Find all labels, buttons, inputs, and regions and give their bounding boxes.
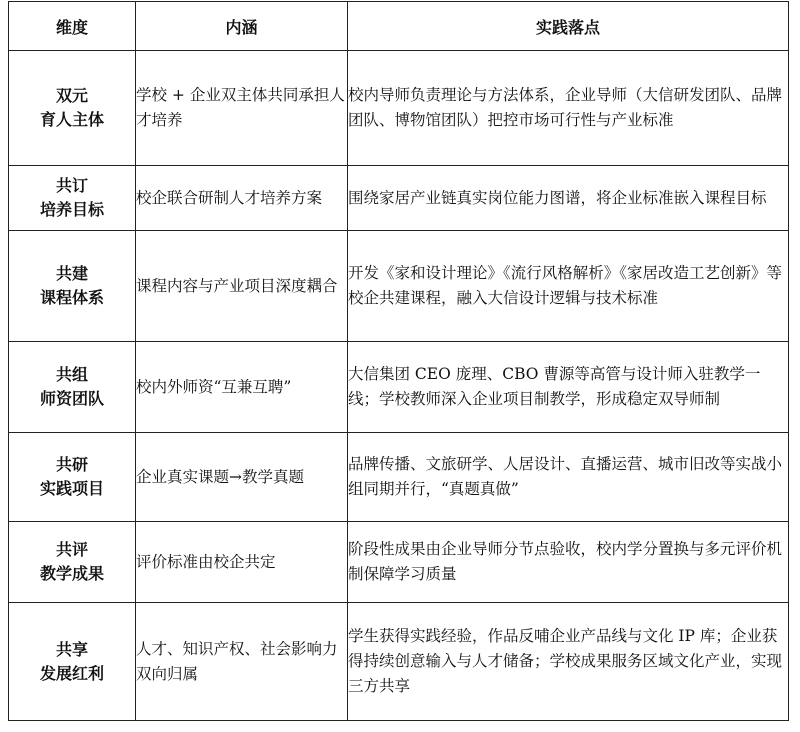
dimension-cell	[9, 433, 136, 522]
table-row	[9, 231, 789, 342]
dimension-line: 培养目标	[39, 200, 104, 219]
table-row	[9, 51, 789, 166]
practice-cell: 阶段性成果由企业导师分节点验收，校内学分置换与多元评价机制保障学习质量	[348, 522, 789, 603]
meaning-cell: 企业真实课题→教学真题	[136, 433, 348, 522]
dimension-cell	[9, 342, 136, 433]
dimension-line: 共建	[55, 264, 88, 283]
table-row	[9, 342, 789, 433]
dimension-line: 课程体系	[39, 288, 104, 307]
meaning-cell: 学校 + 企业双主体共同承担人才培养	[136, 51, 348, 166]
header-dimension: 维度	[9, 2, 136, 51]
meaning-cell: 课程内容与产业项目深度耦合	[136, 231, 348, 342]
dimension-line: 共订	[55, 176, 88, 195]
practice-cell: 围绕家居产业链真实岗位能力图谱，将企业标准嵌入课程目标	[348, 166, 789, 231]
header-practice: 实践落点	[348, 2, 789, 51]
practice-cell: 大信集团 CEO 庞理、CBO 曹源等高管与设计师入驻教学一线；学校教师深入企业项目制教学，形成稳定双导师制	[348, 342, 789, 433]
practice-cell: 品牌传播、文旅研学、人居设计、直播运营、城市旧改等实战小组同期并行，“真题真做”	[348, 433, 789, 522]
practice-cell: 校内导师负责理论与方法体系，企业导师（大信研发团队、品牌团队、博物馆团队）把控市场可行性与产业标准	[348, 51, 789, 166]
dimension-cell	[9, 522, 136, 603]
table-row	[9, 522, 789, 603]
header-row	[9, 2, 789, 51]
meaning-cell: 校企联合研制人才培养方案	[136, 166, 348, 231]
dimension-line: 教学成果	[39, 564, 104, 583]
dimension-line: 双元	[55, 86, 88, 105]
dimension-line: 实践项目	[39, 479, 104, 498]
practice-cell: 学生获得实践经验，作品反哺企业产品线与文化 IP 库；企业获得持续创意输入与人才储备；学校成果服务区域文化产业，实现三方共享	[348, 603, 789, 721]
table-row	[9, 603, 789, 721]
table-row	[9, 166, 789, 231]
dimension-line: 育人主体	[39, 110, 104, 129]
table-row	[9, 433, 789, 522]
practice-cell: 开发《家和设计理论》《流行风格解析》《家居改造工艺创新》等校企共建课程，融入大信设计逻辑与技术标准	[348, 231, 789, 342]
dimension-cell	[9, 603, 136, 721]
dimension-line: 发展红利	[39, 663, 104, 683]
dimension-cell	[9, 166, 136, 231]
header-meaning: 内涵	[136, 2, 348, 51]
dimension-cell	[9, 231, 136, 342]
meaning-cell: 人才、知识产权、社会影响力双向归属	[136, 603, 348, 721]
dimension-cell	[9, 51, 136, 166]
dimension-line: 共组	[55, 365, 88, 384]
meaning-cell: 校内外师资“互兼互聘”	[136, 342, 348, 433]
dimension-line: 共研	[55, 455, 88, 474]
meaning-cell: 评价标准由校企共定	[136, 522, 348, 603]
dimension-line: 师资团队	[39, 389, 104, 408]
dimension-line: 共评	[55, 540, 88, 559]
dimension-line: 共享	[55, 639, 88, 659]
practice-table	[8, 1, 789, 721]
